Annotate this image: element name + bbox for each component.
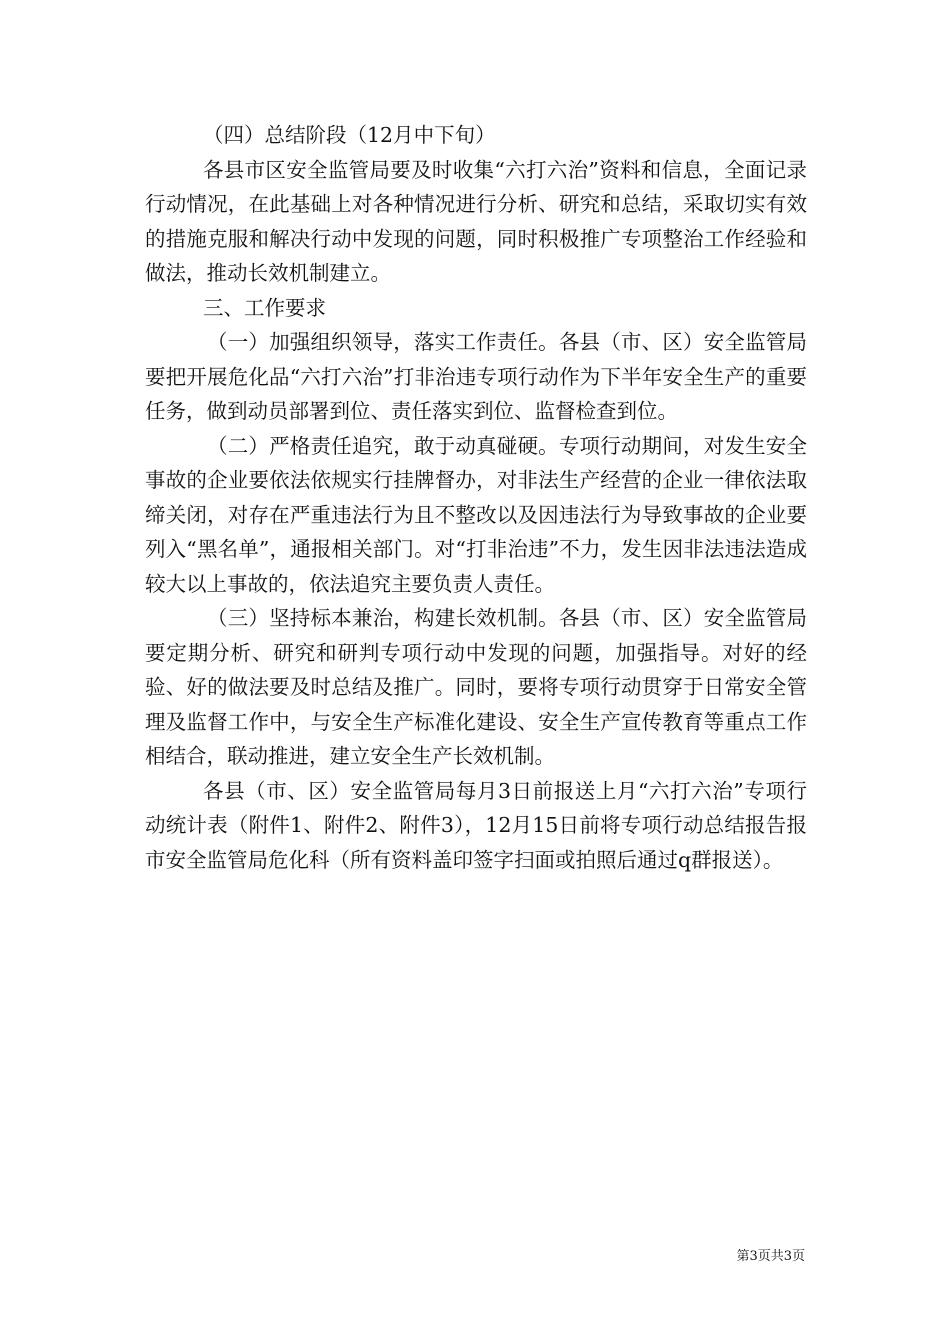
- paragraph-requirement-1: （一）加强组织领导，落实工作责任。各县（市、区）安全监管局要把开展危化品“六打六治”打非治违专项行动作为下半年安全生产的重要任务，做到动员部署到位、责任落实到位、监督检查到位。: [145, 330, 807, 423]
- section-heading-summary-stage: （四）总结阶段（12月中下旬）: [203, 123, 496, 147]
- paragraph-reporting: 各县（市、区）安全监管局每月3日前报送上月“六打六治”专项行动统计表（附件1、附件2、附件3），12月15日前将专项行动总结报告报市安全监管局危化科（所有资料盖印签字扫面或拍照后通过q群报送）。: [145, 778, 807, 872]
- section-heading-work-requirements: 三、工作要求: [203, 295, 326, 320]
- page-number-footer: 第3页共3页: [736, 1249, 805, 1264]
- paragraph-requirement-2: （二）严格责任追究，敢于动真碰硬。专项行动期间，对发生安全事故的企业要依法依规实行挂牌督办，对非法生产经营的企业一律依法取缔关闭，对存在严重违法行为且不整改以及因违法行为导致事故的企业要列入“黑名单”，通报相关部门。对“打非治违”不力，发生因非法违法造成较大以上事故的，依法追究主要负责人责任。: [145, 433, 807, 596]
- paragraph-requirement-3: （三）坚持标本兼治，构建长效机制。各县（市、区）安全监管局要定期分析、研究和研判专项行动中发现的问题，加强指导。对好的经验、好的做法要及时总结及推广。同时，要将专项行动贯穿于日常安全管理及监督工作中，与安全生产标准化建设、安全生产宣传教育等重点工作相结合，联动推进，建立安全生产长效机制。: [145, 606, 807, 768]
- document-body: [145, 118, 807, 877]
- paragraph-summary-stage: 各县市区安全监管局要及时收集“六打六治”资料和信息，全面记录行动情况，在此基础上对各种情况进行分析、研究和总结，采取切实有效的措施克服和解决行动中发现的问题，同时积极推广专项整治工作经验和做法，推动长效机制建立。: [145, 157, 807, 285]
